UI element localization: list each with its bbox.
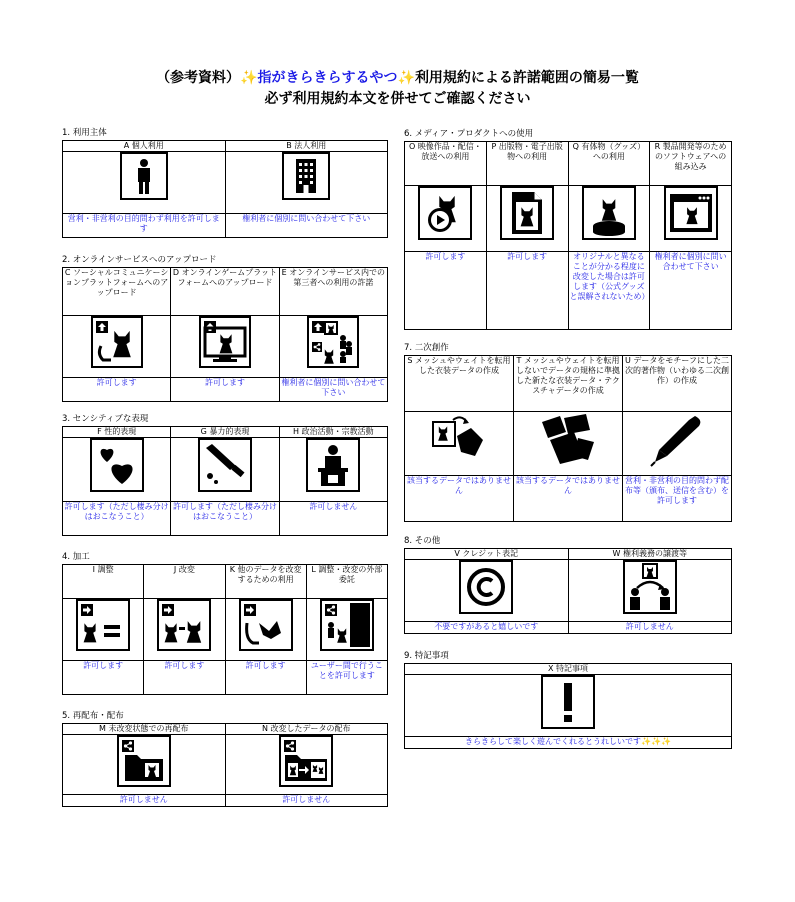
header-cell: N 改変したデータの配布 xyxy=(225,724,388,735)
redistribute-icon xyxy=(117,735,171,787)
header-cell: X 特記事項 xyxy=(405,664,732,675)
section-title: 9. 特記事項 xyxy=(404,651,449,661)
mesh-transfer-icon xyxy=(431,412,487,462)
rights-transfer-icon xyxy=(623,560,677,614)
modified-distribute-icon xyxy=(279,735,333,787)
answer-cell: オリジナルと異なることが分かる程度に改変した場合は許可します（公式グッズと誤解されないため） xyxy=(568,252,650,330)
header-cell: P 出版物・電子出版物への利用 xyxy=(486,142,568,186)
answer-cell: 許可します（ただし棲み分けはおこなうこと） xyxy=(171,502,279,536)
answer-cell: 許可します xyxy=(225,661,306,695)
section-online-upload xyxy=(62,255,388,402)
answer-cell: 権利者に個別に問い合わせて下さい xyxy=(225,214,388,238)
pen-icon xyxy=(649,412,705,468)
header-cell: R 製品開発等のためのソフトウェアへの組み込み xyxy=(650,142,732,186)
header-cell: J 改変 xyxy=(144,565,225,599)
document-title: （参考資料）✨指がきらきらするやつ✨利用規約による許諾範囲の簡易一覧 xyxy=(156,70,639,86)
header-cell: O 映像作品・配信・放送への利用 xyxy=(405,142,487,186)
figure-icon xyxy=(582,186,636,240)
sns-upload-icon xyxy=(91,316,143,368)
header-cell: U データをモチーフにした二次的著作物（いわゆる二次創作）の作成 xyxy=(623,356,732,412)
header-cell: D オンラインゲームプラットフォームへのアップロード xyxy=(171,268,279,316)
section-title: 3. センシティブな表現 xyxy=(62,414,149,424)
section-derivative xyxy=(404,343,732,522)
answer-cell: 営利・非営利の目的問わず利用を許可します xyxy=(63,214,226,238)
podium-icon xyxy=(306,438,360,492)
section-title: 1. 利用主体 xyxy=(62,128,107,138)
answer-cell: 許可しません xyxy=(568,622,732,634)
answer-cell: 該当するデータではありません xyxy=(514,476,623,522)
answer-cell: 許可します xyxy=(486,252,568,330)
answer-cell: 許可します（ただし棲み分けはおこなうこと） xyxy=(63,502,171,536)
answer-cell: 許可します xyxy=(405,252,487,330)
software-icon xyxy=(664,186,718,240)
header-cell: A 個人利用 xyxy=(63,141,226,152)
header-cell: F 性的表現 xyxy=(63,427,171,438)
header-cell: W 権利義務の譲渡等 xyxy=(568,549,732,560)
adjust-icon xyxy=(76,599,130,651)
header-cell: E オンラインサービス内での第三者への利用の許諾 xyxy=(279,268,387,316)
game-upload-icon xyxy=(199,316,251,368)
video-icon xyxy=(418,186,472,240)
hearts-icon xyxy=(90,438,144,492)
answer-cell: 営利・非営利の目的問わず配布等（頒布、送信を含む）を許可します xyxy=(623,476,732,522)
knife-icon xyxy=(198,438,252,492)
answer-cell: 許可しません xyxy=(225,795,388,807)
section-sensitive-expression xyxy=(62,414,388,536)
answer-cell: 許可します xyxy=(171,378,279,402)
third-party-share-icon xyxy=(307,316,359,368)
answer-cell: 許可しません xyxy=(279,502,387,536)
answer-cell: 該当するデータではありません xyxy=(405,476,514,522)
answer-cell: 許可しません xyxy=(63,795,226,807)
answer-cell: ユーザー間で行うことを許可します xyxy=(306,661,387,695)
person-icon xyxy=(120,152,168,200)
header-cell: M 未改変状態での再配布 xyxy=(63,724,226,735)
answer-cell: 許可します xyxy=(63,378,171,402)
header-cell: Q 有体物（グッズ）への利用 xyxy=(568,142,650,186)
building-icon xyxy=(282,152,330,200)
header-cell: C ソーシャルコミュニケーションプラットフォームへのアップロード xyxy=(63,268,171,316)
answer-cell: 権利者に個別に問い合わせて下さい xyxy=(279,378,387,402)
header-cell: V クレジット表記 xyxy=(405,549,569,560)
section-redistribution xyxy=(62,711,388,807)
modify-icon xyxy=(157,599,211,651)
section-title: 2. オンラインサービスへのアップロード xyxy=(62,255,217,265)
section-title: 6. メディア・プロダクトへの使用 xyxy=(404,129,534,139)
answer-cell: 権利者に個別に問い合わせて下さい xyxy=(650,252,732,330)
section-title: 5. 再配布・配布 xyxy=(62,711,124,721)
exclamation-icon xyxy=(541,675,595,729)
header-cell: L 調整・改変の外部委託 xyxy=(306,565,387,599)
answer-cell: 不要ですがあると嬉しいです xyxy=(405,622,569,634)
document-subtitle: 必ず利用規約本文を併せてご確認ください xyxy=(264,91,531,107)
section-title: 8. その他 xyxy=(404,536,441,546)
header-cell: I 調整 xyxy=(63,565,144,599)
header-cell: T メッシュやウェイトを転用しないでデータの規格に準拠した新たな衣装データ・テクスチャデータの作成 xyxy=(514,356,623,412)
outsource-icon xyxy=(320,599,374,651)
answer-cell: きらきらして楽しく遊んでくれるとうれしいです✨✨✨ xyxy=(405,737,732,749)
new-costume-icon xyxy=(538,412,598,468)
header-cell: H 政治活動・宗教活動 xyxy=(279,427,387,438)
answer-cell: 許可します xyxy=(144,661,225,695)
section-media-product xyxy=(404,129,732,330)
copyright-icon xyxy=(459,560,513,614)
parts-use-icon xyxy=(239,599,293,651)
answer-cell: 許可します xyxy=(63,661,144,695)
section-processing xyxy=(62,552,388,695)
section-title: 4. 加工 xyxy=(62,552,90,562)
header-cell: B 法人利用 xyxy=(225,141,388,152)
section-usage-subject xyxy=(62,128,388,238)
section-other xyxy=(404,536,732,634)
header-cell: G 暴力的表現 xyxy=(171,427,279,438)
header-cell: S メッシュやウェイトを転用した衣装データの作成 xyxy=(405,356,514,412)
section-title: 7. 二次創作 xyxy=(404,343,449,353)
header-cell: K 他のデータを改変するための利用 xyxy=(225,565,306,599)
publication-icon xyxy=(500,186,554,240)
section-special-notes xyxy=(404,651,732,749)
